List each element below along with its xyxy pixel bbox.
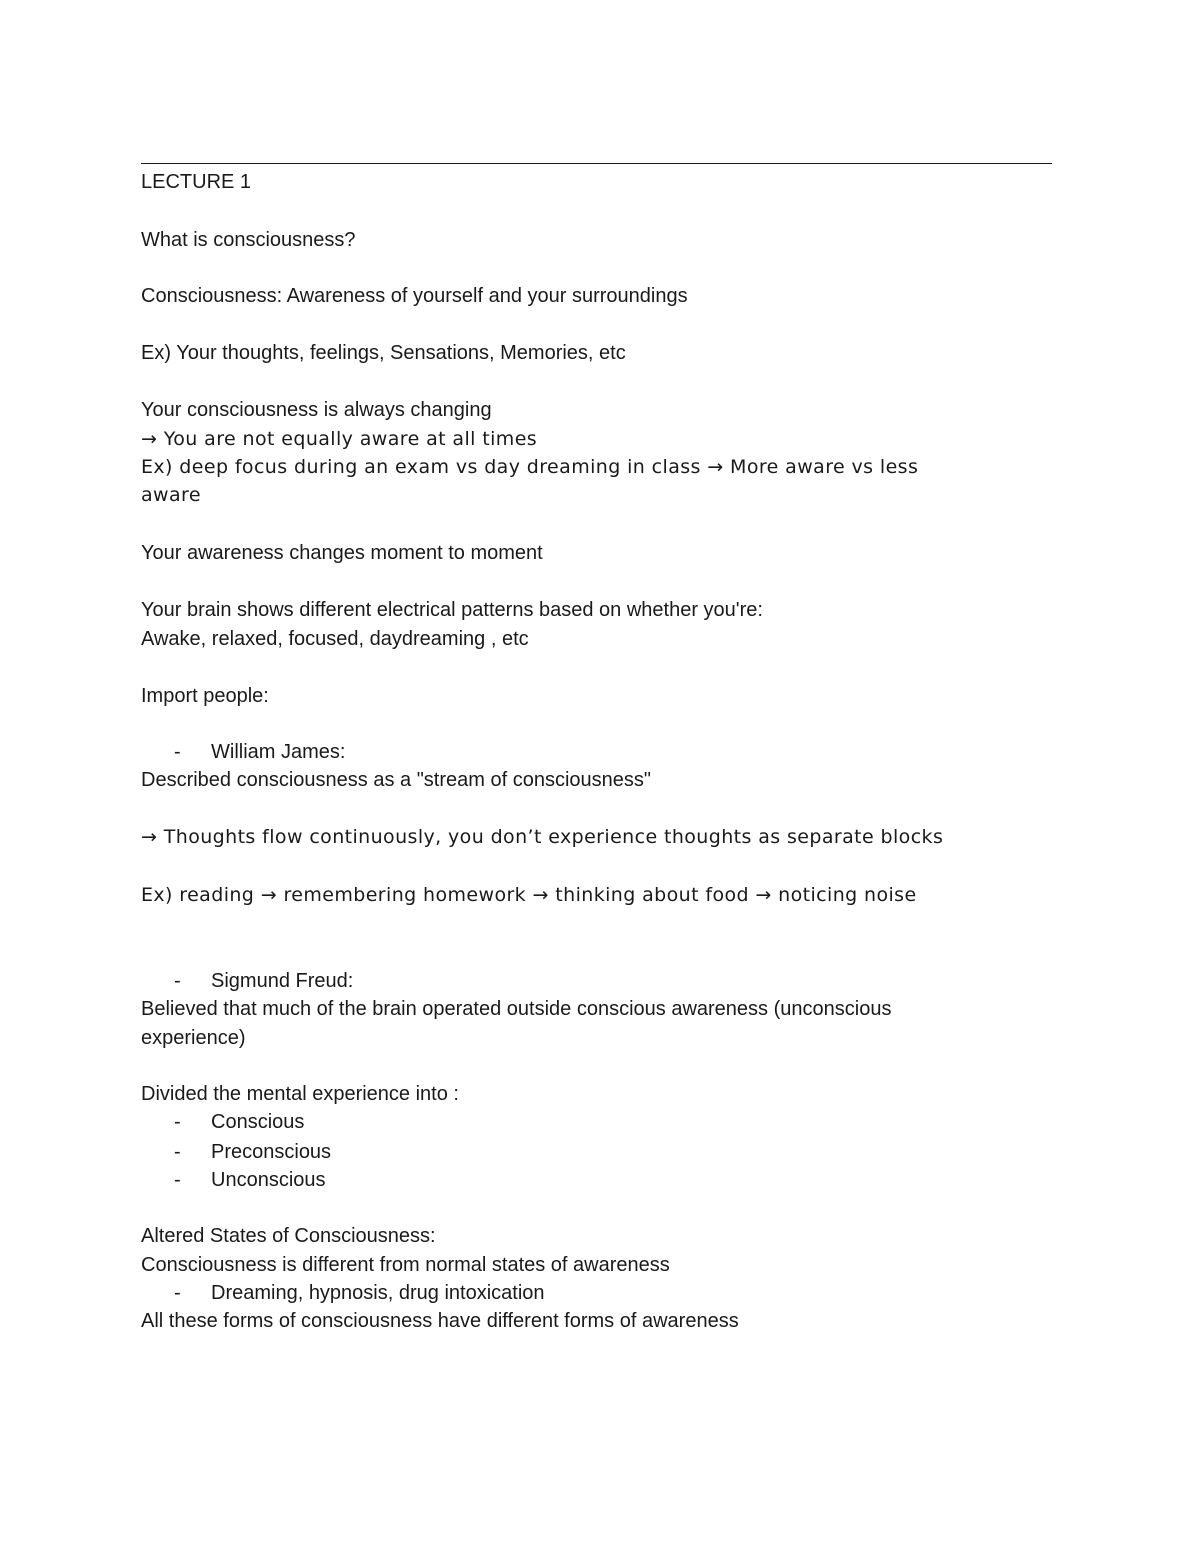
horizontal-rule bbox=[141, 163, 1052, 164]
freud-line2: experience) bbox=[141, 1027, 246, 1049]
james-name: William James: bbox=[211, 741, 346, 763]
bullet-marker: - bbox=[174, 741, 181, 763]
brain-text-line1: Your brain shows different electrical patterns based on whether you're: bbox=[141, 599, 763, 621]
moment-text: Your awareness changes moment to moment bbox=[141, 542, 543, 564]
altered-description: Consciousness is different from normal states of awareness bbox=[141, 1254, 670, 1276]
bullet-marker: - bbox=[174, 970, 181, 992]
level-item: Unconscious bbox=[211, 1169, 326, 1191]
bullet-marker: - bbox=[174, 1282, 181, 1304]
bullet-marker: - bbox=[174, 1169, 181, 1191]
example-focus-line1: Ex) deep focus during an exam vs day dreaming in class → More aware vs less bbox=[141, 456, 919, 478]
level-item: Preconscious bbox=[211, 1141, 332, 1163]
lecture-heading: LECTURE 1 bbox=[141, 171, 252, 193]
bullet-marker: - bbox=[174, 1111, 181, 1133]
brain-text-line2: Awake, relaxed, focused, daydreaming , etc bbox=[141, 628, 529, 650]
example-focus-line2: aware bbox=[141, 484, 201, 506]
freud-line1: Believed that much of the brain operated outside conscious awareness (unconscious bbox=[141, 998, 892, 1020]
altered-examples: Dreaming, hypnosis, drug intoxication bbox=[211, 1282, 545, 1304]
not-equal-text: → You are not equally aware at all times bbox=[141, 428, 538, 450]
changing-text: Your consciousness is always changing bbox=[141, 399, 492, 421]
import-people-text: Import people: bbox=[141, 685, 269, 707]
divided-text: Divided the mental experience into : bbox=[141, 1083, 459, 1105]
james-description: Described consciousness as a "stream of consciousness" bbox=[141, 769, 651, 791]
james-flow: → Thoughts flow continuously, you don’t experience thoughts as separate blocks bbox=[141, 826, 944, 848]
bullet-marker: - bbox=[174, 1141, 181, 1163]
james-example: Ex) reading → remembering homework → thinking about food → noticing noise bbox=[141, 884, 917, 906]
question-text: What is consciousness? bbox=[141, 229, 356, 251]
altered-title: Altered States of Consciousness: bbox=[141, 1225, 436, 1247]
level-item: Conscious bbox=[211, 1111, 305, 1133]
definition-text: Consciousness: Awareness of yourself and your surroundings bbox=[141, 285, 688, 307]
altered-note: All these forms of consciousness have different forms of awareness bbox=[141, 1310, 739, 1332]
freud-name: Sigmund Freud: bbox=[211, 970, 354, 992]
example-text: Ex) Your thoughts, feelings, Sensations, Memories, etc bbox=[141, 342, 626, 364]
